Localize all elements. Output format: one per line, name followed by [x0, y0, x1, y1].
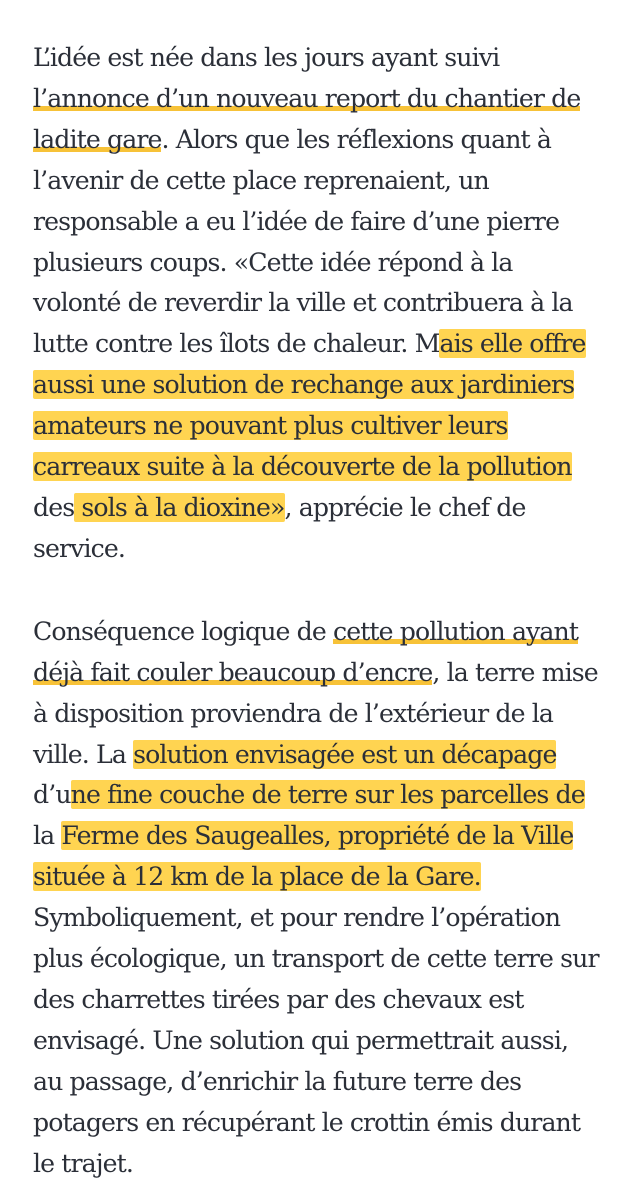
text-segment: service.	[33, 533, 125, 563]
highlighted-text: ne fine couche de terre sur les parcelles de	[70, 780, 585, 810]
highlighted-text: aussi une solution de rechange aux jardiniers	[33, 370, 575, 400]
text-segment: à disposition proviendra de l’extérieur de la	[33, 698, 554, 728]
text-line	[33, 653, 603, 694]
text-line	[33, 735, 603, 776]
text-line	[33, 1103, 603, 1144]
text-line	[33, 775, 603, 816]
text-segment: envisagé. Une solution qui permettrait aussi,	[33, 1025, 569, 1055]
paragraph	[33, 38, 603, 570]
text-line	[33, 694, 603, 735]
text-line	[33, 939, 603, 980]
text-line	[33, 1062, 603, 1103]
text-segment: Conséquence logique de	[33, 616, 333, 646]
highlighted-text: carreaux suite à la découverte de la pollution	[33, 452, 572, 482]
text-line	[33, 529, 603, 570]
text-line	[33, 816, 603, 857]
text-segment: , la terre mise	[432, 657, 598, 687]
text-segment: L’idée est née dans les jours ayant suivi	[33, 43, 500, 72]
text-line	[33, 898, 603, 939]
highlighted-text: sols à la dioxine»	[74, 492, 285, 522]
underlined-text: ladite gare	[33, 124, 162, 154]
text-line	[33, 447, 603, 488]
text-line	[33, 283, 603, 324]
text-segment: plusieurs coups. «Cette idée répond à la	[33, 247, 513, 277]
underlined-text: l’annonce d’un nouveau report du chantier de	[33, 83, 581, 113]
text-segment: la	[33, 821, 62, 851]
text-segment: le trajet.	[33, 1148, 133, 1178]
paragraph	[33, 612, 603, 1185]
text-segment: plus écologique, un transport de cette terre sur	[33, 944, 599, 974]
text-line	[33, 120, 603, 161]
text-segment: lutte contre les îlots de chaleur. M	[33, 329, 440, 359]
text-line	[33, 161, 603, 202]
text-segment: Symboliquement, et pour rendre l’opération	[33, 903, 561, 933]
text-segment: potagers en récupérant le crottin émis durant	[33, 1107, 581, 1137]
text-segment: au passage, d’enrichir la future terre des	[33, 1066, 522, 1096]
text-segment: l’avenir de cette place reprenaient, un	[33, 165, 489, 195]
text-line	[33, 406, 603, 447]
text-segment: , apprécie le chef de	[284, 492, 526, 522]
text-segment: d’u	[33, 780, 71, 810]
text-line	[33, 1021, 603, 1062]
text-line	[33, 202, 603, 243]
highlighted-text: située à 12 km de la place de la Gare.	[33, 862, 481, 892]
text-segment: . Alors que les réflexions quant à	[161, 124, 551, 154]
text-line	[33, 857, 603, 898]
highlighted-text: Ferme des Saugealles, propriété de la Ville	[61, 821, 574, 851]
underlined-text: déjà fait couler beaucoup d’encre	[33, 657, 433, 687]
text-segment: ville. La	[33, 739, 134, 769]
article-body	[33, 38, 603, 1184]
text-line	[33, 79, 603, 120]
text-line	[33, 324, 603, 365]
highlighted-text: ais elle offre	[439, 329, 586, 359]
text-line	[33, 365, 603, 406]
highlighted-text: amateurs ne pouvant plus cultiver leurs	[33, 411, 508, 441]
highlighted-text: solution envisagée est un décapage	[133, 739, 557, 769]
text-line	[33, 1144, 603, 1185]
underlined-text: cette pollution ayant	[332, 616, 579, 646]
text-line	[33, 612, 603, 653]
text-segment: volonté de reverdir la ville et contribuera à la	[33, 288, 573, 318]
text-line	[33, 488, 603, 529]
text-line	[33, 980, 603, 1021]
text-segment: des charrettes tirées par des chevaux est	[33, 984, 524, 1014]
text-segment: responsable a eu l’idée de faire d’une pierre	[33, 206, 560, 236]
text-line	[33, 243, 603, 284]
text-segment: des	[33, 492, 75, 522]
text-line	[33, 38, 603, 79]
